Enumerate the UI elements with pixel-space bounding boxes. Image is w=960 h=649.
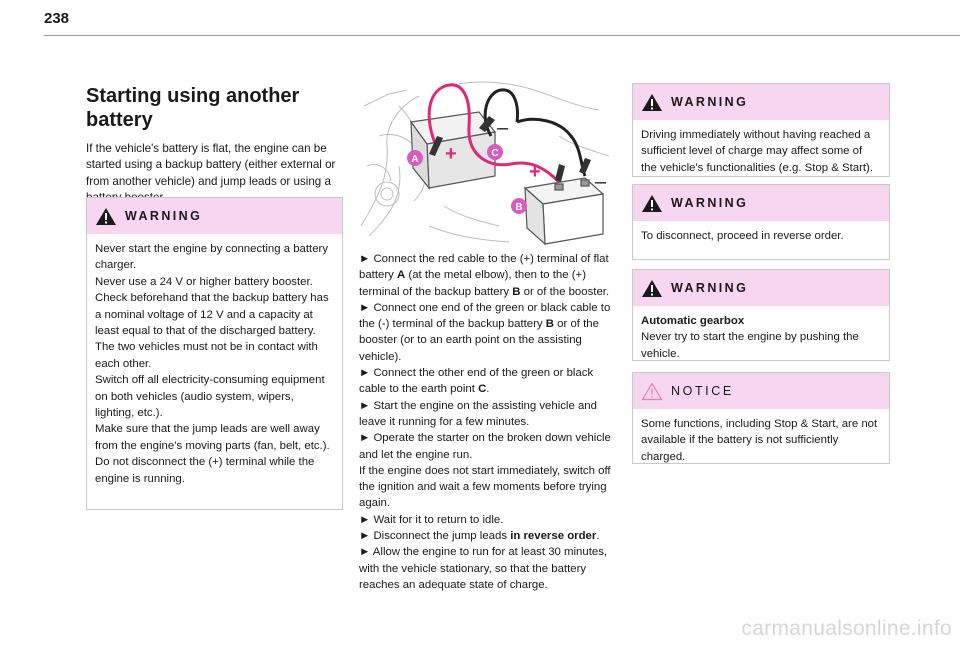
procedure-steps bbox=[359, 251, 617, 593]
step-text: (at the metal elbow), then to the (+) terminal of the backup battery bbox=[359, 269, 586, 298]
warning-triangle-icon bbox=[641, 93, 663, 112]
minus-sign-a: – bbox=[497, 117, 509, 139]
emphasis: in reverse order bbox=[510, 530, 597, 543]
step-text: ► Disconnect the jump leads bbox=[359, 530, 511, 543]
ref-b: B bbox=[545, 318, 555, 331]
warning-body bbox=[87, 234, 342, 495]
warning-box-charge bbox=[632, 83, 890, 177]
label-a: A bbox=[411, 154, 419, 165]
step-text: . bbox=[596, 530, 600, 543]
warning-triangle-icon bbox=[95, 207, 117, 226]
warning-line: Make sure that the jump leads are well away from the engine’s moving parts (fan, belt, etc.). bbox=[95, 423, 330, 452]
step-text: ► Connect the red cable to the (+) terminal of flat battery bbox=[359, 253, 609, 282]
step-retry: If the engine does not start immediately, switch off the ignition and wait a few moments before trying again. bbox=[359, 464, 611, 510]
warning-box-safety bbox=[86, 197, 343, 510]
intro-column bbox=[86, 84, 342, 207]
warning-line: Do not disconnect the (+) terminal while the engine is running. bbox=[95, 456, 315, 485]
page-number: 238 bbox=[44, 10, 70, 27]
watermark: carmanualsonline.info bbox=[741, 617, 952, 640]
step-text: or of the booster. bbox=[520, 285, 610, 298]
warning-header bbox=[87, 198, 342, 234]
step-disconnect bbox=[359, 528, 617, 544]
engine-bay-drawing bbox=[359, 76, 611, 246]
title-line-2: battery bbox=[86, 109, 153, 131]
label-c: C bbox=[491, 148, 499, 159]
ref-a: A bbox=[397, 269, 406, 282]
warning-triangle-icon bbox=[641, 194, 663, 213]
warning-header bbox=[633, 84, 889, 120]
warning-line: Never start the engine by connecting a battery charger. bbox=[95, 243, 329, 272]
minus-sign-b: – bbox=[595, 171, 607, 193]
warning-line: Never use a 24 V or higher battery booster. bbox=[95, 275, 313, 288]
warning-body bbox=[633, 306, 889, 370]
step-text: . bbox=[486, 383, 490, 396]
ref-c: C bbox=[478, 383, 487, 396]
step-connect-black bbox=[359, 300, 617, 365]
warning-text: Never try to start the engine by pushing the vehicle. bbox=[641, 331, 859, 360]
title-line-1: Starting using another bbox=[86, 85, 300, 107]
jump-start-illustration bbox=[359, 76, 611, 246]
step-earth-point bbox=[359, 365, 617, 398]
warning-line: Check beforehand that the backup battery has a nominal voltage of 12 V and a capacity at least equal to that of the discharged battery. bbox=[95, 292, 329, 338]
plus-sign-a: + bbox=[445, 143, 457, 165]
warning-body: To disconnect, proceed in reverse order. bbox=[641, 230, 844, 242]
warning-title: WARNING bbox=[125, 209, 203, 223]
step-idle: ► Wait for it to return to idle. bbox=[359, 513, 504, 526]
step-start-assisting: ► Start the engine on the assisting vehicle and leave it running for a few minutes. bbox=[359, 399, 597, 428]
intro-paragraph: If the vehicle's battery is flat, the engine can be started using a backup battery (either external or from another vehicle) and jump leads or using a bbox=[86, 142, 336, 188]
warning-title: WARNING bbox=[671, 196, 749, 210]
step-run-engine: ► Allow the engine to run for at least 30 minutes, with the vehicle stationary, so that the battery reaches an adequate state of charge. bbox=[359, 546, 608, 591]
label-b: B bbox=[515, 202, 523, 213]
notice-title: NOTICE bbox=[671, 384, 734, 398]
notice-triangle-icon bbox=[641, 382, 663, 401]
notice-header bbox=[633, 373, 889, 409]
warning-box-gearbox bbox=[632, 269, 890, 361]
warning-line: Switch off all electricity-consuming equipment on both vehicles (audio system, wipers, lighting, etc.). bbox=[95, 374, 325, 420]
warning-line: The two vehicles must not be in contact with each other. bbox=[95, 341, 318, 370]
step-connect-red bbox=[359, 251, 617, 300]
warning-body: Driving immediately without having reached a sufficient level of charge may affect some of the vehicle's functionalities (e.g. Stop & Start). bbox=[641, 129, 874, 174]
warning-header bbox=[633, 185, 889, 221]
warning-triangle-icon bbox=[641, 279, 663, 298]
step-text: ► Connect one end of the green or black cable to the (-) terminal of the backup battery bbox=[359, 301, 611, 331]
warning-box-disconnect bbox=[632, 184, 890, 260]
plus-sign-b: + bbox=[529, 161, 541, 183]
warning-title: WARNING bbox=[671, 281, 749, 295]
warning-title: WARNING bbox=[671, 95, 749, 109]
warning-header bbox=[633, 270, 889, 306]
notice-box bbox=[632, 372, 890, 464]
ref-b: B bbox=[512, 285, 521, 298]
warning-subheading: Automatic gearbox bbox=[641, 315, 745, 327]
section-title bbox=[86, 84, 342, 132]
step-text: ► Connect the other end of the green or black cable to the earth point bbox=[359, 367, 594, 396]
top-divider bbox=[44, 35, 960, 36]
step-operate-starter: ► Operate the starter on the broken down vehicle and let the engine run. bbox=[359, 432, 611, 461]
step-text: or of the booster (or to an earth point on the assisting vehicle). bbox=[359, 318, 599, 363]
notice-body: Some functions, including Stop & Start, are not available if the battery is not sufficiently charged. bbox=[641, 418, 878, 463]
